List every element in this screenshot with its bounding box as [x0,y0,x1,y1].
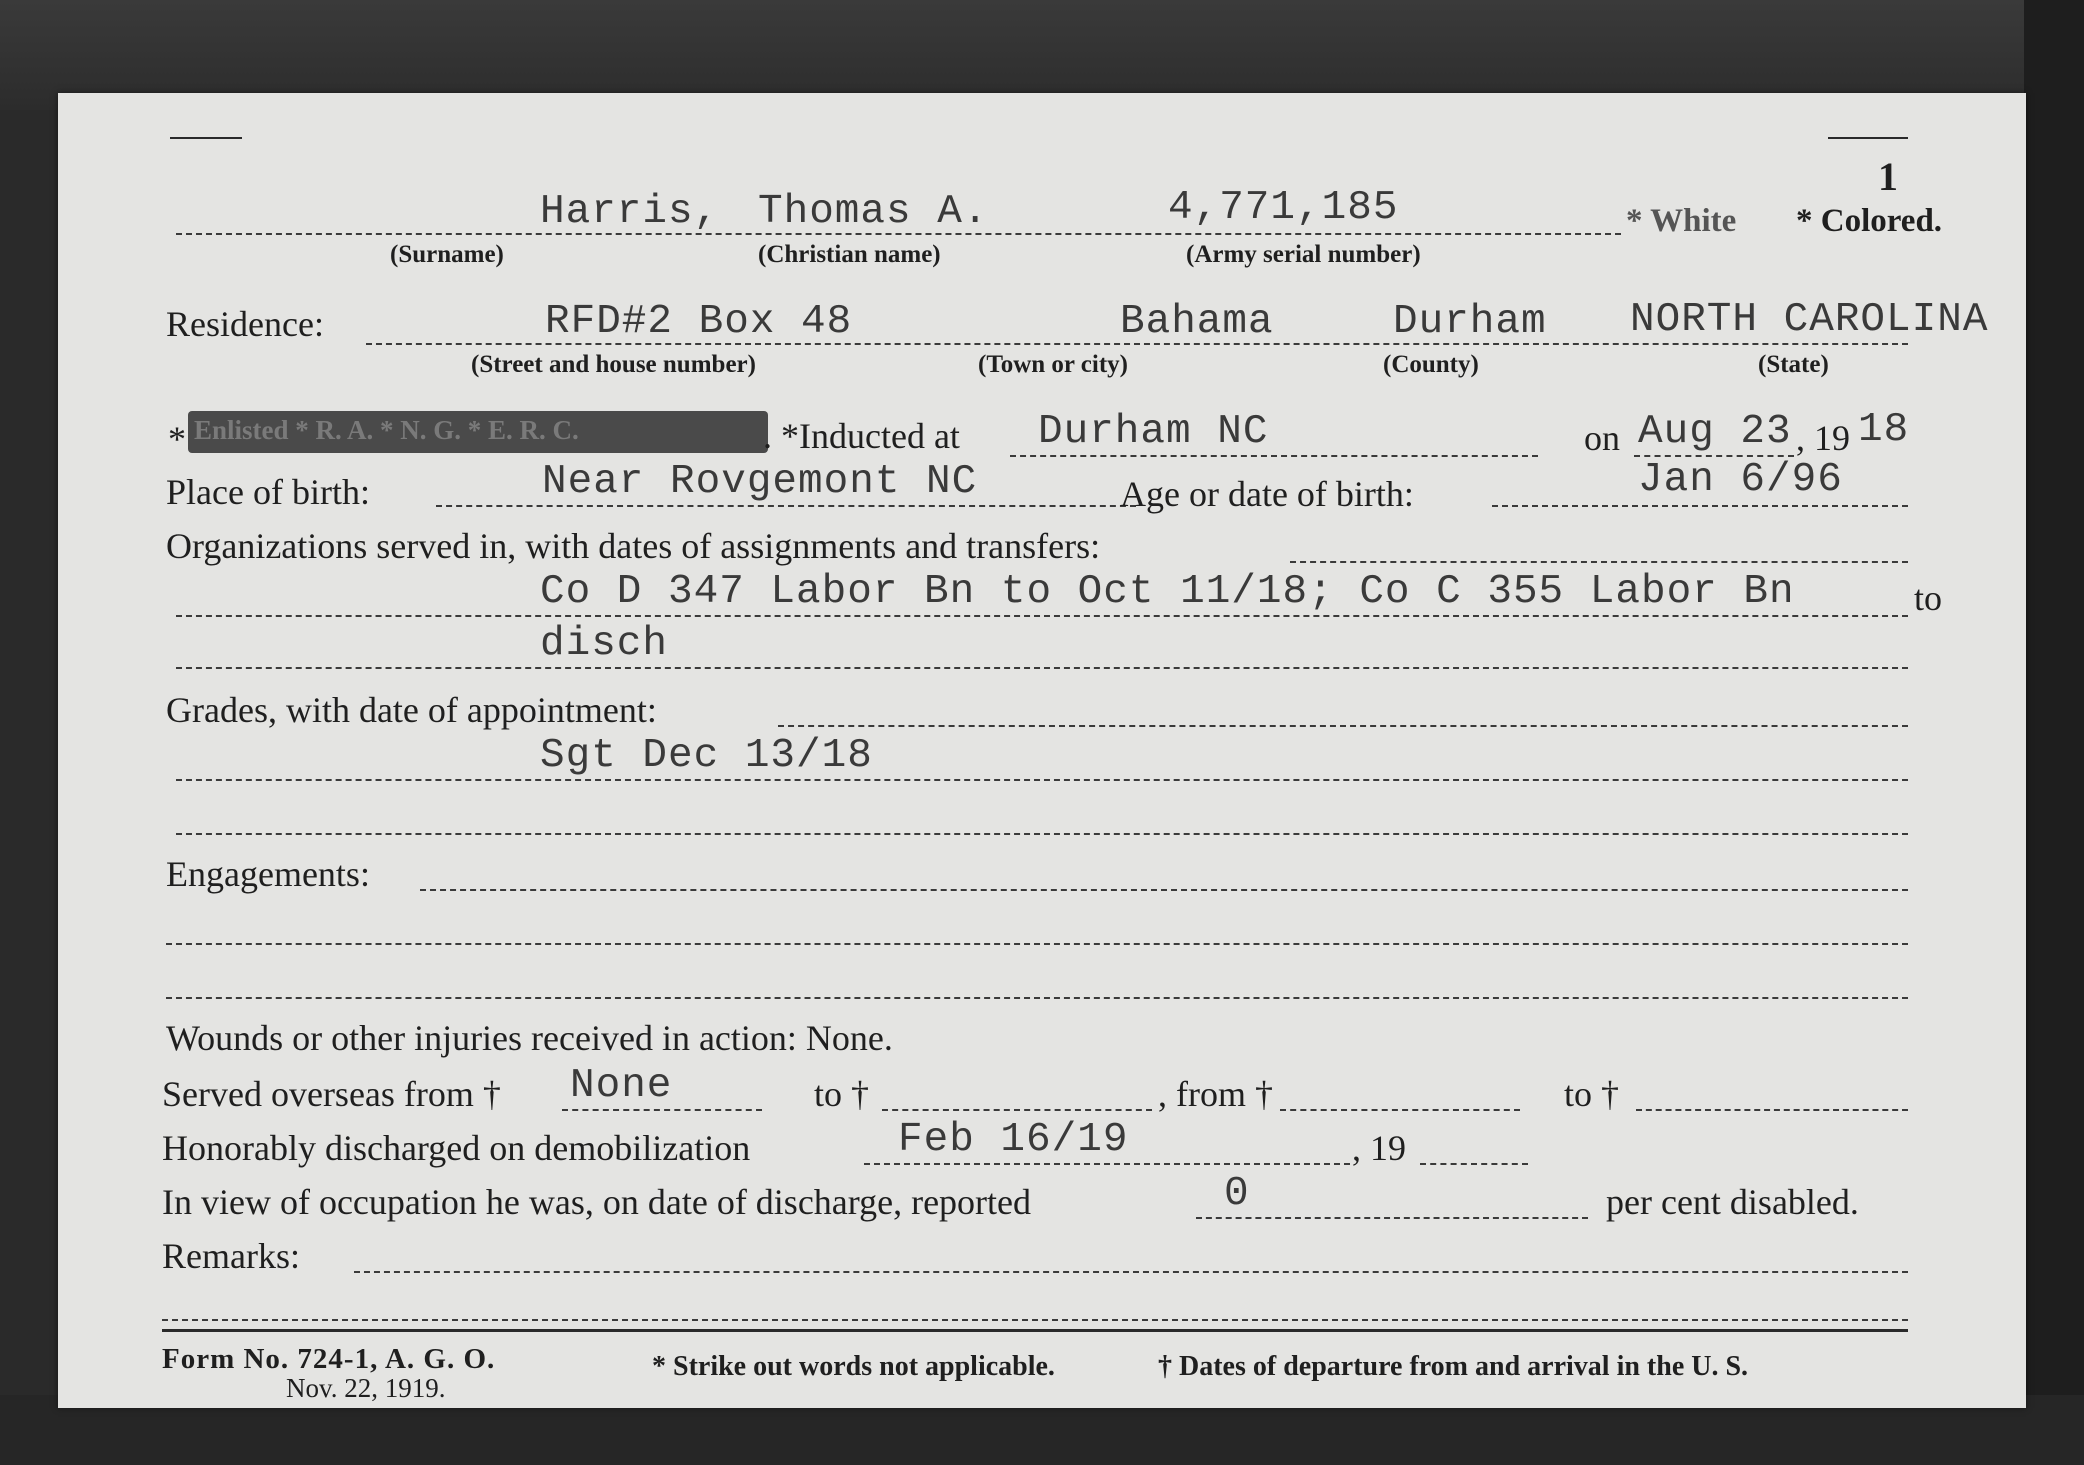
disability-value: 0 [1224,1171,1250,1217]
place-of-birth-label: Place of birth: [166,472,370,512]
engagements-line-2 [166,997,1908,999]
induction-year-value: 18 [1858,407,1910,453]
state-caption: (State) [1758,351,1829,378]
residence-state-value: NORTH CAROLINA [1630,297,1989,343]
page-number: 1 [1878,154,1898,199]
remarks-line-1 [162,1319,1908,1321]
induction-year-prefix: , 19 [1796,418,1850,458]
grades-line-1 [176,779,1908,781]
surname-value: Harris, [540,189,720,235]
disability-suffix: per cent disabled. [1606,1182,1859,1222]
discharge-year-line [1420,1163,1528,1165]
overseas-to-line [882,1109,1152,1111]
footer-rule [162,1329,1908,1332]
organizations-line-0 [1290,561,1908,563]
top-left-rule [170,137,242,139]
inducted-line [1010,455,1538,457]
residence-county-value: Durham [1393,299,1547,345]
residence-label: Residence: [166,304,324,344]
struck-enlisted-text: Enlisted * R. A. * N. G. * E. R. C. [194,415,579,445]
overseas-from2-label: , from † [1158,1074,1273,1114]
form-date: Nov. 22, 1919. [286,1373,446,1403]
induction-date-value: Aug 23 [1638,409,1792,455]
organizations-line-2 [176,667,1908,669]
serial-number-value: 4,771,185 [1168,185,1399,231]
christian-name-caption: (Christian name) [758,241,941,268]
struck-enlisted-options [188,411,768,453]
surname-caption: (Surname) [390,241,504,268]
colored-label: * Colored. [1796,203,1943,239]
top-right-rule [1828,137,1908,139]
induction-asterisk: * [168,419,186,459]
scan-background-right [2024,0,2084,1465]
christian-name-value: Thomas A. [758,189,989,235]
overseas-to-label: to † [814,1074,870,1114]
white-label: * White [1626,203,1737,239]
organizations-value-1: Co D 347 Labor Bn to Oct 11/18; Co C 355 Labor Bn [540,569,1795,615]
age-label: Age or date of birth: [1120,474,1414,514]
engagements-line-0 [420,889,1908,891]
strike-note: * Strike out words not applicable. [652,1351,1055,1382]
residence-town-value: Bahama [1120,299,1274,345]
overseas-from-value: None [570,1063,673,1109]
street-caption: (Street and house number) [471,351,756,378]
organizations-line-1 [176,615,1908,617]
grades-value-1: Sgt Dec 13/18 [540,733,873,779]
overseas-to2-label: to † [1564,1074,1620,1114]
overseas-to2-line [1636,1109,1908,1111]
remarks-label: Remarks: [162,1236,300,1276]
overseas-from-line [562,1109,762,1111]
town-caption: (Town or city) [978,351,1128,378]
inducted-place-value: Durham NC [1038,409,1269,455]
remarks-line-0 [354,1271,1908,1273]
organizations-value-2: disch [540,621,669,667]
service-record-card [58,93,2026,1408]
age-line [1492,505,1908,507]
dates-note: † Dates of departure from and arrival in the U. S. [1158,1351,1749,1382]
disability-line [1196,1217,1588,1219]
discharge-label: Honorably discharged on demobilization [162,1128,751,1168]
organizations-value-1-tail: to [1914,578,1943,618]
serial-number-caption: (Army serial number) [1186,241,1421,268]
county-caption: (County) [1383,351,1479,378]
age-value: Jan 6/96 [1638,457,1843,503]
overseas-from2-line [1280,1109,1520,1111]
disability-label: In view of occupation he was, on date of discharge, reported [162,1182,1032,1222]
overseas-from-label: Served overseas from † [162,1074,501,1114]
discharge-year-label: , 19 [1352,1128,1406,1168]
discharge-line [864,1163,1350,1165]
wounds-label: Wounds or other injuries received in action: None. [166,1018,893,1058]
place-of-birth-line [436,505,1136,507]
discharge-value: Feb 16/19 [898,1117,1129,1163]
grades-label: Grades, with date of appointment: [166,690,657,730]
engagements-line-1 [166,943,1908,945]
grades-line-2 [176,833,1908,835]
on-label: on [1584,418,1620,458]
place-of-birth-value: Near Rovgemont NC [542,459,978,505]
organizations-label: Organizations served in, with dates of assignments and transfers: [166,526,1101,566]
engagements-label: Engagements: [166,854,370,894]
inducted-label: . *Inducted at [763,416,960,456]
residence-street-value: RFD#2 Box 48 [545,299,853,345]
grades-line-0 [778,725,1908,727]
form-number: Form No. 724-1, A. G. O. [162,1343,496,1375]
